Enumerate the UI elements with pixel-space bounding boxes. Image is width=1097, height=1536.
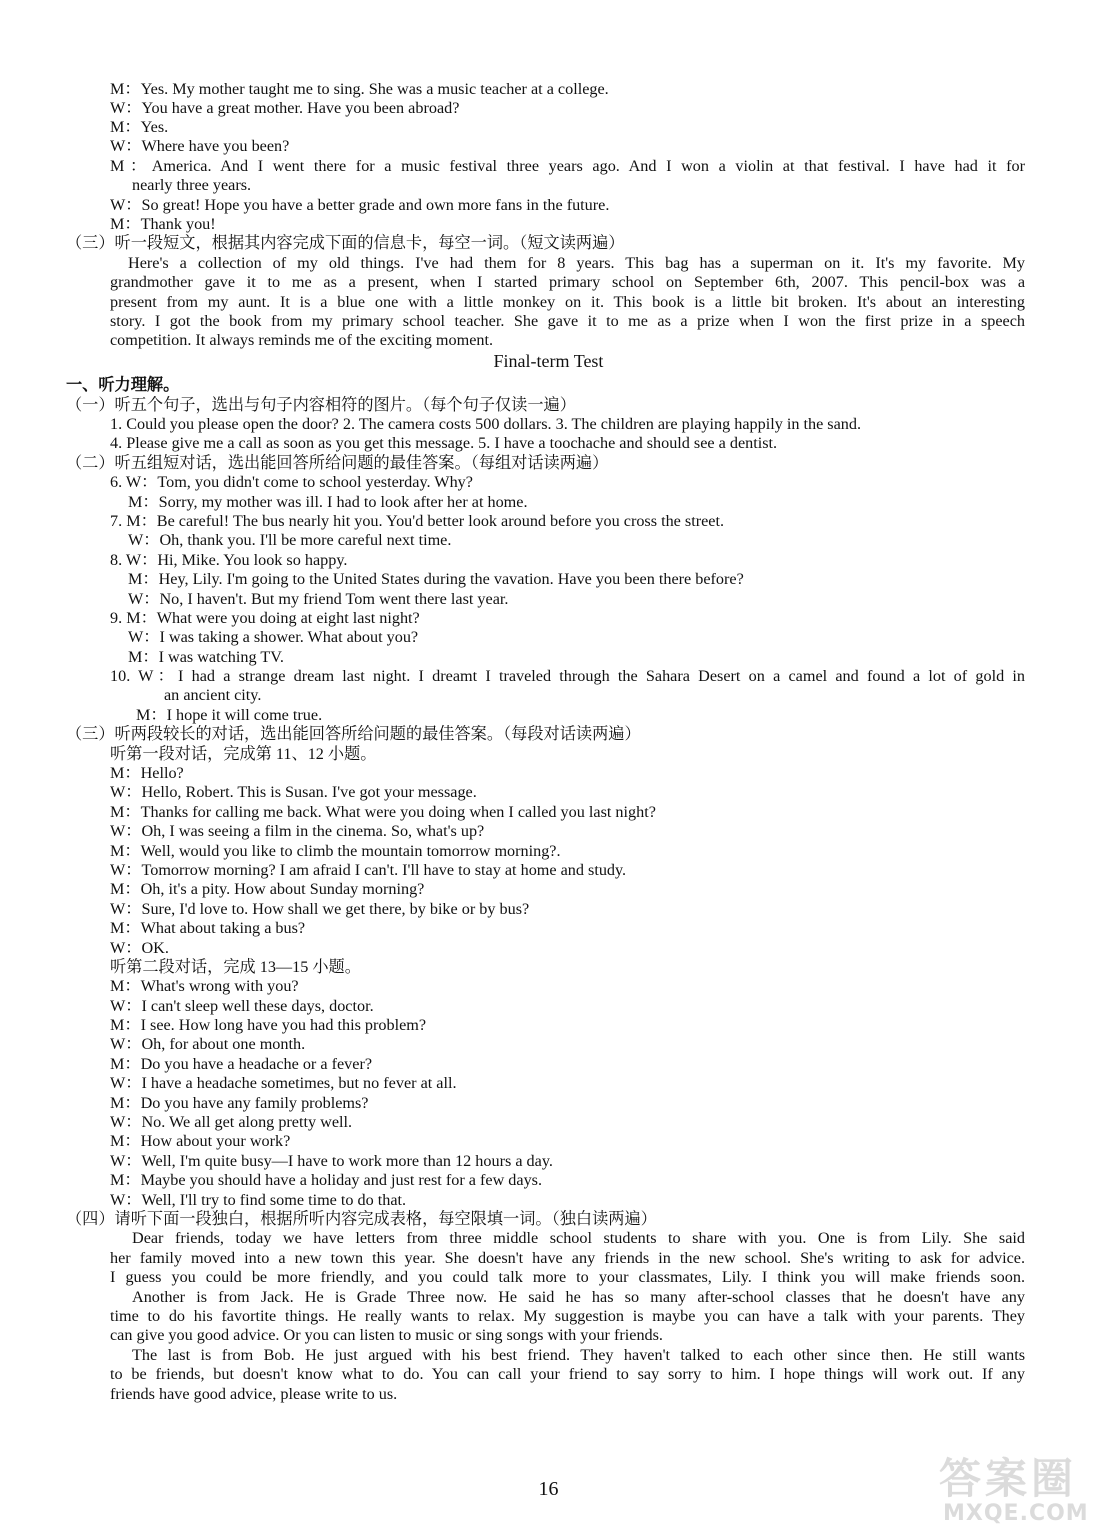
text-line: M：What about taking a bus? xyxy=(110,919,306,937)
text-line: M：What's wrong with you? xyxy=(110,977,299,995)
text-line: M：I hope it will come true. xyxy=(136,706,323,724)
text-line: W：Well, I'm quite busy—I have to work more than 12 hours a day. xyxy=(110,1152,553,1170)
text-line: M：Thanks for calling me back. What were you doing when I called you last night? xyxy=(110,803,656,821)
text-line: M：Yes. xyxy=(110,118,169,136)
text-line: 9. M：What were you doing at eight last night? xyxy=(110,609,420,627)
text-line: W：Where have you been? xyxy=(110,137,290,155)
text-line: time to do his favortite things. He really wants to relax. My suggestion is maybe you can have a talk with your parents. They xyxy=(110,1307,1025,1325)
text-line: 4. Please give me a call as soon as you get this message. 5. I have a toochache and should see a dentist. xyxy=(110,434,778,452)
text-line: W：No. We all get along pretty well. xyxy=(110,1113,353,1131)
text-line: an ancient city. xyxy=(164,686,262,704)
text-line: M：Maybe you should have a holiday and just rest for a few days. xyxy=(110,1171,543,1189)
text-line: can give you good advice. Or you can listen to music or sing songs with your friends. xyxy=(110,1326,663,1344)
text-line: M：Do you have any family problems? xyxy=(110,1094,369,1112)
text-line: M：Thank you! xyxy=(110,215,216,233)
text-line: M：Well, would you like to climb the mountain tomorrow morning?. xyxy=(110,842,561,860)
watermark-char: 答 xyxy=(939,1454,982,1503)
text-line: I guess you could be more friendly, and you could talk more to your classmates, Lily. I think you will make friends soon. xyxy=(110,1268,1025,1286)
text-line: M：I see. How long have you had this problem? xyxy=(110,1016,427,1034)
text-line: 听第一段对话，完成第 11、12 小题。 xyxy=(110,745,377,763)
text-line: 6. W：Tom, you didn't come to school yesterday. Why? xyxy=(110,473,473,491)
text-line: 7. M：Be careful! The bus nearly hit you. You'd better look around before you cross the street. xyxy=(110,512,725,530)
text-line: friends have good advice, please write to us. xyxy=(110,1385,398,1403)
text-line: （四）请听下面一段独白，根据所听内容完成表格，每空限填一词。（独白读两遍） xyxy=(66,1210,657,1228)
text-line: W：Sure, I'd love to. How shall we get there, by bike or by bus? xyxy=(110,900,530,918)
text-line: M：Yes. My mother taught me to sing. She was a music teacher at a college. xyxy=(110,80,609,98)
watermark-char: 案 xyxy=(985,1454,1028,1503)
text-line: W：You have a great mother. Have you been abroad? xyxy=(110,99,460,117)
text-line: M：Sorry, my mother was ill. I had to look after her at home. xyxy=(128,493,528,511)
text-line: competition. It always reminds me of the exciting moment. xyxy=(110,331,494,349)
text-line: 听第二段对话，完成 13—15 小题。 xyxy=(110,958,361,976)
text-line: W：Oh, for about one month. xyxy=(110,1035,306,1053)
text-line: W：Oh, I was seeing a film in the cinema. So, what's up? xyxy=(110,822,485,840)
text-line: Here's a collection of my old things. I've had them for 8 years. This bag has a superman on it. It's my favorite. My xyxy=(128,254,1025,272)
text-line: （三）听两段较长的对话，选出能回答所给问题的最佳答案。（每段对话读两遍） xyxy=(66,725,641,743)
text-line: W：Tomorrow morning? I am afraid I can't. I'll have to stay at home and study. xyxy=(110,861,627,879)
text-line: grandmother gave it to me as a present, when I started primary school on September 6th, 2007. This pencil-box was a xyxy=(110,273,1025,291)
watermark-char: 圈 xyxy=(1031,1454,1074,1503)
text-line: W：I can't sleep well these days, doctor. xyxy=(110,997,374,1015)
text-line: （三）听一段短文，根据其内容完成下面的信息卡，每空一词。（短文读两遍） xyxy=(66,234,625,252)
text-line: W：I was taking a shower. What about you? xyxy=(128,628,419,646)
text-line: W：Well, I'll try to find some time to do that. xyxy=(110,1191,407,1209)
text-line: 10. W：I had a strange dream last night. I dreamt I traveled through the Sahara Desert on a camel and found a lot of gold in xyxy=(110,667,1025,685)
text-line: W：Hello, Robert. This is Susan. I've got your message. xyxy=(110,783,477,801)
text-line: W：No, I haven't. But my friend Tom went there last year. xyxy=(128,590,509,608)
text-line: to be friends, but doesn't know what to do. You can call your friend to say sorry to him. I hope things will work out. If any xyxy=(110,1365,1025,1383)
text-line: W：OK. xyxy=(110,939,169,957)
text-line: 8. W：Hi, Mike. You look so happy. xyxy=(110,551,348,569)
text-line: M：How about your work? xyxy=(110,1132,291,1150)
section-title: Final-term Test xyxy=(493,351,604,371)
watermark-logo xyxy=(935,1440,1089,1530)
text-line: M：Do you have a headache or a fever? xyxy=(110,1055,373,1073)
text-line: （一）听五个句子，选出与句子内容相符的图片。（每个句子仅读一遍） xyxy=(66,396,576,414)
text-line: The last is from Bob. He just argued with his best friend. They haven't talked to each other since then. He still wants xyxy=(132,1346,1025,1364)
text-line: W：Oh, thank you. I'll be more careful next time. xyxy=(128,531,452,549)
text-line: W：I have a headache sometimes, but no fever at all. xyxy=(110,1074,457,1092)
page-number: 16 xyxy=(538,1478,559,1500)
text-line: M：Hey, Lily. I'm going to the United States during the vavation. Have you been there before? xyxy=(128,570,744,588)
text-line: M：America. And I went there for a music festival three years ago. And I won a violin at that festival. I have had it for xyxy=(110,157,1025,175)
text-line: M：Hello? xyxy=(110,764,184,782)
text-line: story. I got the book from my primary school teacher. She gave it to me as a prize when I won the first prize in a speech xyxy=(110,312,1025,330)
text-line: M：I was watching TV. xyxy=(128,648,284,666)
text-line: W：So great! Hope you have a better grade and own more fans in the future. xyxy=(110,196,610,214)
text-line: 一、听力理解。 xyxy=(66,376,180,394)
text-line: Another is from Jack. He is Grade Three now. He said he has so many after-school classes that he doesn't have any xyxy=(132,1288,1025,1306)
text-line: nearly three years. xyxy=(132,176,252,194)
text-line: （二）听五组短对话，选出能回答所给问题的最佳答案。（每组对话读两遍） xyxy=(66,454,609,472)
watermark-url: MXQE.COM xyxy=(943,1501,1089,1526)
text-line: present from my aunt. It is a blue one with a little monkey on it. This book is a little bit broken. It's about an interesting xyxy=(110,293,1025,311)
text-line: Dear friends, today we have letters from three middle school students to share with you. One is from Lily. She said xyxy=(132,1229,1025,1247)
text-line: 1. Could you please open the door? 2. The camera costs 500 dollars. 3. The children are playing happily in the sand. xyxy=(110,415,862,433)
text-line: her family moved into a new town this year. She doesn't have any friends in the new school. She's writing to ask for advice. xyxy=(110,1249,1025,1267)
text-line: M：Oh, it's a pity. How about Sunday morning? xyxy=(110,880,425,898)
